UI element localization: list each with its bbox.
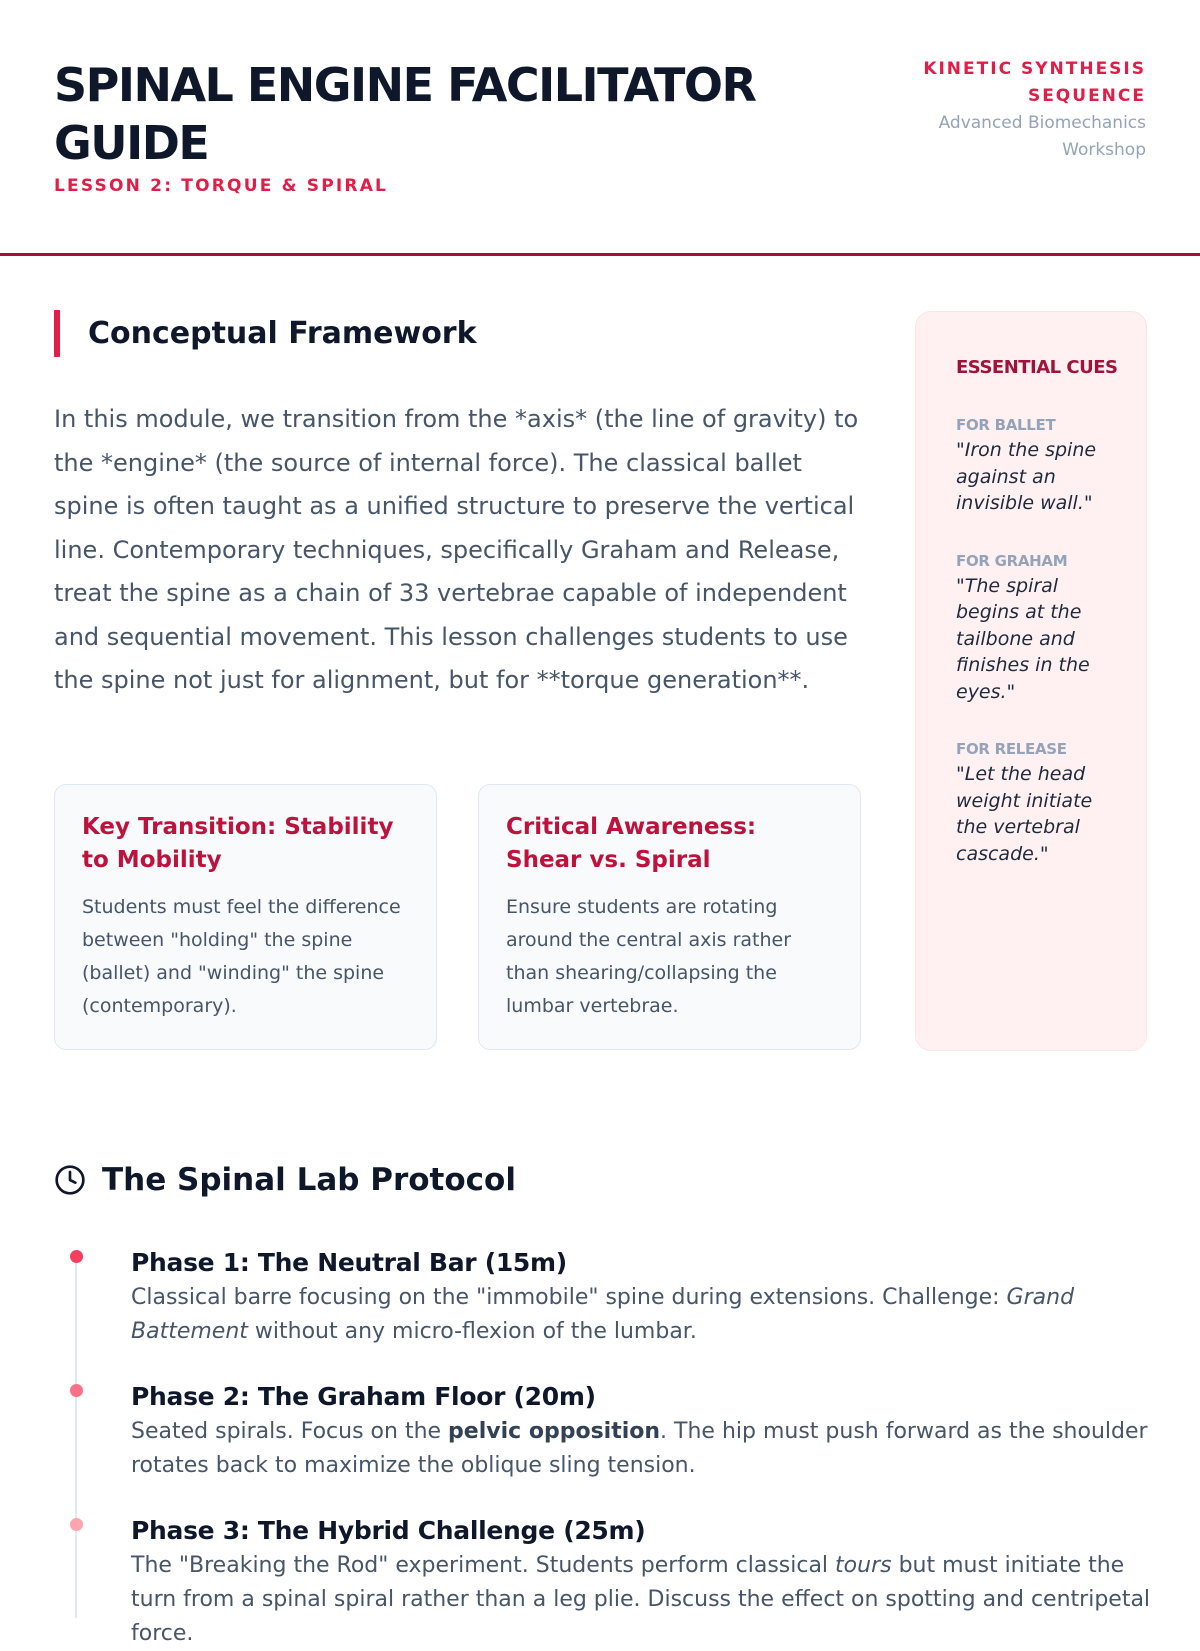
brand-name: KINETIC SYNTHESIS SEQUENCE <box>923 59 1146 106</box>
key-transition-card <box>54 784 437 1050</box>
page-header <box>54 56 1146 206</box>
essential-cues-panel <box>915 311 1147 1051</box>
brand-block <box>886 56 1146 164</box>
timeline-line <box>75 1258 77 1618</box>
cue-release <box>956 739 1122 867</box>
card-body: Students must feel the difference between "holding" the spine (ballet) and "winding" the spine (contemporary). <box>82 896 401 1017</box>
header-divider <box>0 253 1200 256</box>
phase-description: Seated spirals. Focus on the pelvic opposition. The hip must push forward as the shoulder rotates back to maximize the oblique sling tension. <box>131 1419 1148 1478</box>
lesson-subtitle: LESSON 2: TORQUE & SPIRAL <box>54 176 389 196</box>
card-body: Ensure students are rotating around the central axis rather than shearing/collapsing the lumbar vertebrae. <box>506 896 792 1017</box>
phase-title: Phase 3: The Hybrid Challenge (25m) <box>131 1516 646 1545</box>
phase-title: Phase 2: The Graham Floor (20m) <box>131 1382 596 1411</box>
framework-title: Conceptual Framework <box>88 316 477 351</box>
phase-item <box>131 1381 1151 1483</box>
timeline-dot <box>70 1250 83 1263</box>
cue-label: FOR BALLET <box>956 416 1056 434</box>
timeline-dot <box>70 1384 83 1397</box>
cue-ballet <box>956 415 1122 517</box>
framework-heading <box>54 310 477 357</box>
cue-label: FOR GRAHAM <box>956 551 1068 570</box>
framework-intro: In this module, we transition from the *axis* (the line of gravity) to the *engine* (the source of internal force). The classical ballet spine is often taught as a unified structure to preserve the vertical line. Contemporary techniques, specifically Graham and Release, treat the spine as a chain of 33 vertebrae capable of independent and sequential movement. This lesson challenges students to use the spine not just for alignment, but for **torque generation**. <box>54 405 859 694</box>
brand-subtitle: Advanced Biomechanics Workshop <box>938 113 1146 160</box>
phase-description: The "Breaking the Rod" experiment. Students perform classical tours but must initiate the turn from a spinal spiral rather than a leg plie. Discuss the effect on spotting and centripetal force. <box>131 1553 1151 1646</box>
phase-item <box>131 1515 1151 1651</box>
critical-awareness-card <box>478 784 861 1050</box>
timeline-dot <box>70 1518 83 1531</box>
card-title: Critical Awareness: Shear vs. Spiral <box>506 814 757 873</box>
protocol-title: The Spinal Lab Protocol <box>102 1162 516 1198</box>
phase-description: Classical barre focusing on the "immobile" spine during extensions. Challenge: Grand Battement without any micro-flexion of the lumbar. <box>131 1285 1075 1344</box>
accent-bar <box>54 310 60 357</box>
cue-quote: "Let the head weight initiate the vertebral cascade." <box>956 763 1093 865</box>
protocol-heading <box>54 1162 516 1198</box>
phase-item <box>131 1247 1151 1349</box>
page-title: SPINAL ENGINE FACILITATOR GUIDE <box>54 58 756 170</box>
cue-quote: "The spiral begins at the tailbone and finishes in the eyes." <box>956 574 1090 703</box>
card-title: Key Transition: Stability to Mobility <box>82 814 394 873</box>
cue-label: FOR RELEASE <box>956 740 1067 758</box>
phase-title: Phase 1: The Neutral Bar (15m) <box>131 1248 567 1277</box>
clock-icon <box>54 1164 86 1196</box>
cue-quote: "Iron the spine against an invisible wall." <box>956 439 1097 514</box>
cue-graham <box>956 551 1122 706</box>
cues-title: ESSENTIAL CUES <box>956 357 1118 378</box>
